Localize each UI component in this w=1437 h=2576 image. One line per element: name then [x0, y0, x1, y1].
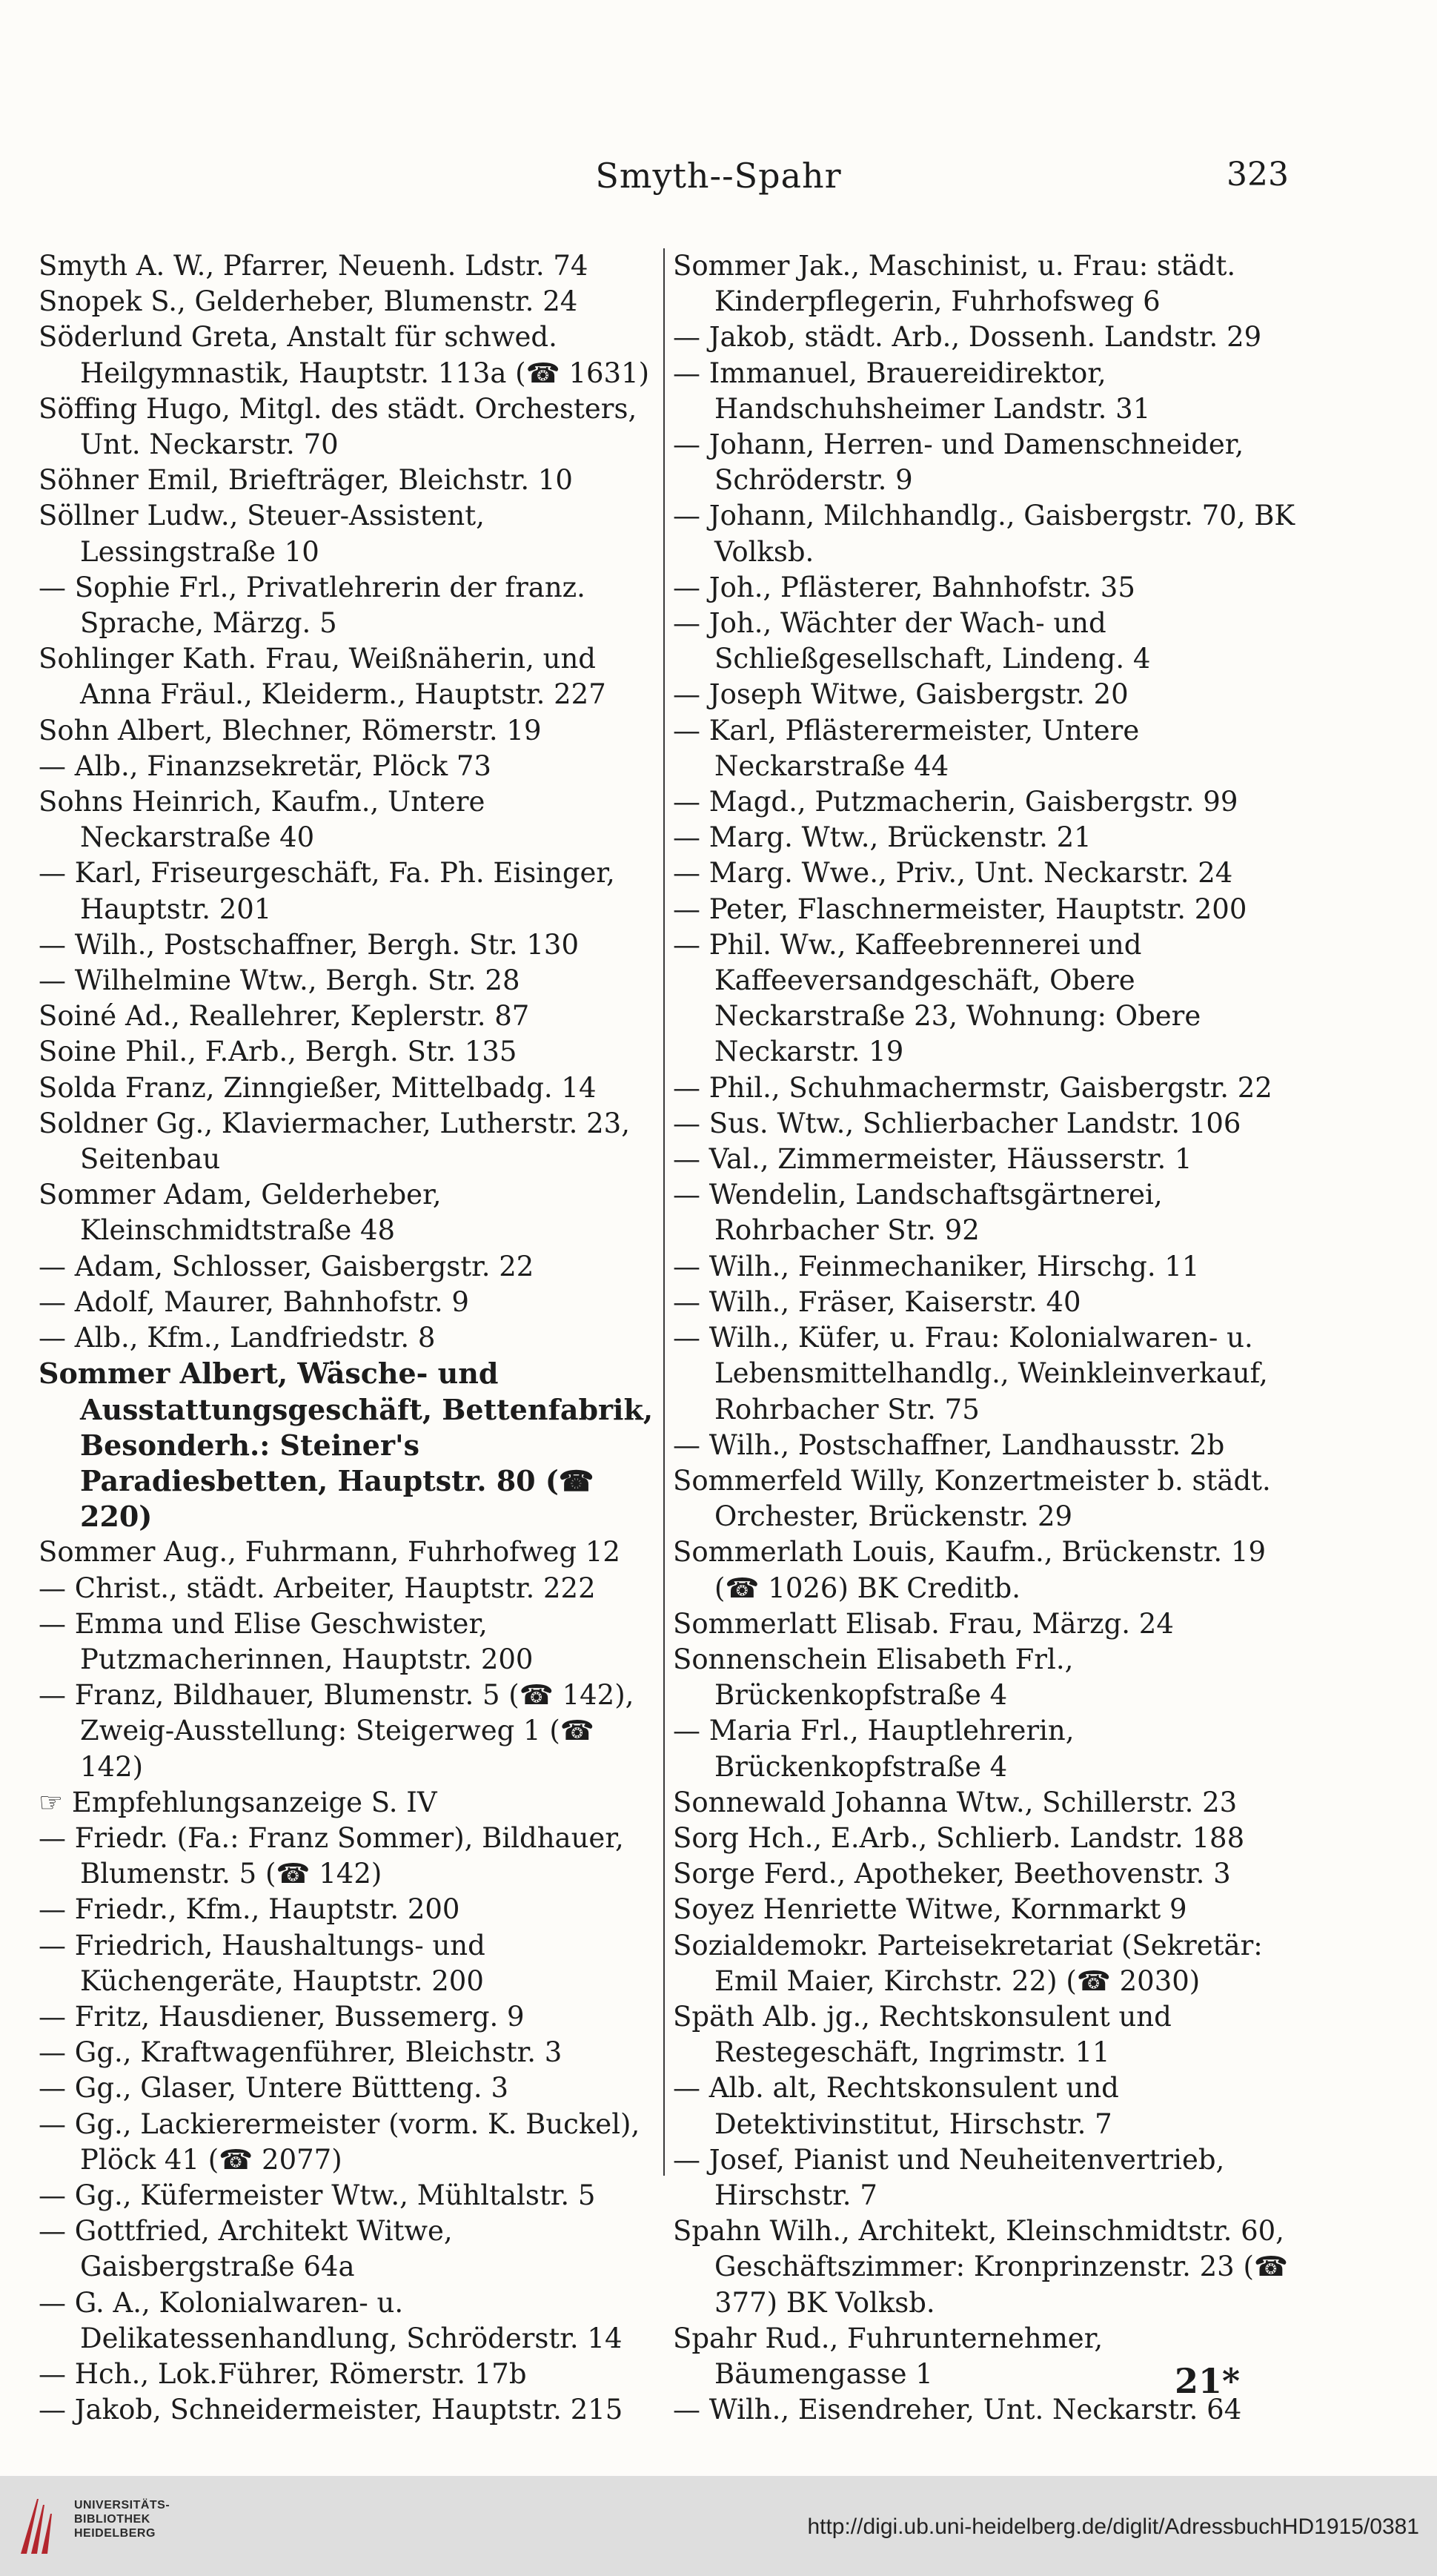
- directory-entry: Sorg Hch., E.Arb., Schlierb. Landstr. 188: [673, 1821, 1245, 1854]
- directory-entry: — Joh., Pflästerer, Bahnhofstr. 35: [673, 571, 1135, 603]
- directory-entry: — Alb., Finanzsekretär, Plöck 73: [39, 749, 491, 782]
- directory-entry: — Marg. Wtw., Brückenstr. 21: [673, 821, 1092, 854]
- directory-entry: Sonnewald Johanna Wtw., Schillerstr. 23: [673, 1786, 1238, 1818]
- directory-entry: Solda Franz, Zinngießer, Mittelbadg. 14: [39, 1071, 597, 1104]
- directory-entry: — Wilh., Postschaffner, Landhausstr. 2b: [673, 1428, 1225, 1461]
- directory-entry: — Emma und Elise Geschwister, Putzmacherinnen, Hauptstr. 200: [39, 1607, 534, 1675]
- directory-entry: Spahr Rud., Fuhrunternehmer, Bäumengasse 1: [673, 2322, 1104, 2390]
- directory-entry: Soiné Ad., Reallehrer, Keplerstr. 87: [39, 1000, 530, 1033]
- library-name: [74, 2498, 170, 2540]
- directory-entry: Snopek S., Gelderheber, Blumenstr. 24: [39, 285, 578, 318]
- library-name-line1: UNIVERSITÄTS-: [74, 2499, 170, 2512]
- directory-entry: — Wendelin, Landschaftsgärtnerei, Rohrbacher Str. 92: [673, 1179, 1163, 1247]
- directory-entry: — Johann, Milchhandlg., Gaisbergstr. 70, BK Volksb.: [673, 500, 1295, 568]
- directory-entry: — G. A., Kolonialwaren- u. Delikatessenhandlung, Schröderstr. 14: [39, 2286, 623, 2354]
- library-name-line3: HEIDELBERG: [74, 2527, 156, 2540]
- directory-entry: — Maria Frl., Hauptlehrerin, Brückenkopfstraße 4: [673, 1715, 1075, 1783]
- directory-entry: Soldner Gg., Klaviermacher, Lutherstr. 23, Seitenbau: [39, 1107, 630, 1176]
- directory-entry: Soyez Henriette Witwe, Kornmarkt 9: [673, 1893, 1187, 1926]
- library-logo-icon: [16, 2494, 59, 2558]
- running-header: Smyth--Spahr: [595, 156, 842, 196]
- directory-entry: — Adolf, Maurer, Bahnhofstr. 9: [39, 1285, 469, 1318]
- directory-entry: Sonnenschein Elisabeth Frl., Brückenkopfstraße 4: [673, 1643, 1074, 1712]
- column-divider: [663, 248, 665, 2176]
- directory-entry: — Josef, Pianist und Neuheitenvertrieb, Hirschstr. 7: [673, 2143, 1225, 2211]
- directory-entry: — Wilh., Feinmechaniker, Hirschg. 11: [673, 1250, 1200, 1282]
- directory-entry: — Fritz, Hausdiener, Bussemerg. 9: [39, 2000, 525, 2033]
- directory-entry: — Gg., Kraftwagenführer, Bleichstr. 3: [39, 2036, 562, 2069]
- directory-entry: ☞ Empfehlungsanzeige S. IV: [39, 1786, 437, 1818]
- directory-entry: Sohns Heinrich, Kaufm., Untere Neckarstraße 40: [39, 786, 485, 854]
- directory-entry: — Phil., Schuhmachermstr, Gaisbergstr. 22: [673, 1071, 1272, 1104]
- directory-entry: Sommerlatt Elisab. Frau, Märzg. 24: [673, 1607, 1174, 1640]
- page-number: 323: [1227, 156, 1289, 193]
- directory-entry: — Friedr. (Fa.: Franz Sommer), Bildhauer, Blumenstr. 5 (☎ 142): [39, 1821, 624, 1890]
- directory-entry: Späth Alb. jg., Rechtskonsulent und Restegeschäft, Ingrimstr. 11: [673, 2000, 1172, 2069]
- directory-entry: — Magd., Putzmacherin, Gaisbergstr. 99: [673, 786, 1238, 818]
- directory-entry: Söllner Ludw., Steuer-Assistent, Lessingstraße 10: [39, 500, 485, 568]
- directory-entry: Sommerfeld Willy, Konzertmeister b. städt. Orchester, Brückenstr. 29: [673, 1464, 1271, 1533]
- directory-entry: — Peter, Flaschnermeister, Hauptstr. 200: [673, 893, 1247, 925]
- directory-entry: — Val., Zimmermeister, Häusserstr. 1: [673, 1143, 1192, 1176]
- directory-entry: — Joh., Wächter der Wach- und Schließgesellschaft, Lindeng. 4: [673, 607, 1151, 675]
- source-url-link[interactable]: http://digi.ub.uni-heidelberg.de/diglit/AdressbuchHD1915/0381: [807, 2514, 1419, 2539]
- directory-entry: — Franz, Bildhauer, Blumenstr. 5 (☎ 142), Zweig-Ausstellung: Steigerweg 1 (☎ 142): [39, 1679, 634, 1783]
- directory-entry: Söderlund Greta, Anstalt für schwed. Heilgymnastik, Hauptstr. 113a (☎ 1631): [39, 321, 650, 389]
- directory-entry: — Christ., städt. Arbeiter, Hauptstr. 222: [39, 1572, 596, 1604]
- directory-entry: — Gg., Lackierermeister (vorm. K. Buckel), Plöck 41 (☎ 2077): [39, 2108, 640, 2176]
- directory-entry: — Marg. Wwe., Priv., Unt. Neckarstr. 24: [673, 857, 1233, 890]
- directory-entry: — Hch., Lok.Führer, Römerstr. 17b: [39, 2357, 527, 2390]
- directory-entry: — Joseph Witwe, Gaisbergstr. 20: [673, 678, 1129, 711]
- left-column: [39, 248, 661, 2428]
- directory-entry: — Sophie Frl., Privatlehrerin der franz. Sprache, Märzg. 5: [39, 571, 585, 640]
- directory-entry: Sohlinger Kath. Frau, Weißnäherin, und Anna Fräul., Kleiderm., Hauptstr. 227: [39, 643, 606, 711]
- directory-entry: Sorge Ferd., Apotheker, Beethovenstr. 3: [673, 1858, 1231, 1890]
- directory-entry: — Wilh., Postschaffner, Bergh. Str. 130: [39, 928, 579, 961]
- directory-entry: — Jakob, Schneidermeister, Hauptstr. 215: [39, 2394, 623, 2426]
- directory-entry: — Jakob, städt. Arb., Dossenh. Landstr. 29: [673, 321, 1262, 354]
- directory-entry: Sohn Albert, Blechner, Römerstr. 19: [39, 714, 542, 746]
- directory-entry: — Friedrich, Haushaltungs- und Küchengeräte, Hauptstr. 200: [39, 1929, 485, 1997]
- directory-entry: — Gg., Küfermeister Wtw., Mühltalstr. 5: [39, 2179, 596, 2211]
- directory-entry: — Karl, Pflästerermeister, Untere Neckarstraße 44: [673, 714, 1140, 782]
- directory-entry: Sozialdemokr. Parteisekretariat (Sekretär: Emil Maier, Kirchstr. 22) (☎ 2030): [673, 1929, 1263, 1997]
- directory-entry: — Alb. alt, Rechtskonsulent und Detektivinstitut, Hirschstr. 7: [673, 2072, 1119, 2140]
- directory-entry: — Wilhelmine Wtw., Bergh. Str. 28: [39, 964, 520, 997]
- directory-entry: Soine Phil., F.Arb., Bergh. Str. 135: [39, 1036, 517, 1068]
- library-name-line2: BIBLIOTHEK: [74, 2513, 150, 2526]
- directory-entry: — Wilh., Küfer, u. Frau: Kolonialwaren- u. Lebensmittelhandlg., Weinkleinverkauf, Rohrbacher Str. 75: [673, 1322, 1268, 1426]
- directory-entry: — Karl, Friseurgeschäft, Fa. Ph. Eisinger, Hauptstr. 201: [39, 857, 615, 925]
- directory-entry: — Adam, Schlosser, Gaisbergstr. 22: [39, 1250, 534, 1282]
- directory-entry: — Sus. Wtw., Schlierbacher Landstr. 106: [673, 1107, 1241, 1139]
- signature-mark: 21*: [1175, 2361, 1241, 2401]
- directory-entry: Smyth A. W., Pfarrer, Neuenh. Ldstr. 74: [39, 250, 588, 282]
- directory-entry: Söhner Emil, Briefträger, Bleichstr. 10: [39, 464, 573, 497]
- right-column: [673, 248, 1303, 2428]
- directory-entry: — Phil. Ww., Kaffeebrennerei und Kaffeeversandgeschäft, Obere Neckarstraße 23, Wohnung: Obere Neckarstr. 19: [673, 928, 1201, 1068]
- directory-entry: — Wilh., Fräser, Kaiserstr. 40: [673, 1285, 1081, 1318]
- directory-entry: Sommer Jak., Maschinist, u. Frau: städt. Kinderpflegerin, Fuhrhofsweg 6: [673, 250, 1236, 318]
- directory-entry: Sommerlath Louis, Kaufm., Brückenstr. 19 (☎ 1026) BK Creditb.: [673, 1536, 1266, 1604]
- directory-entry: Sommer Albert, Wäsche- und Ausstattungsgeschäft, Bettenfabrik, Besonderh.: Steiner's Paradiesbetten, Hauptstr. 80 (☎ 220): [39, 1357, 654, 1534]
- directory-entry: — Immanuel, Brauereidirektor, Handschuhsheimer Landstr. 31: [673, 357, 1151, 425]
- directory-entry: — Alb., Kfm., Landfriedstr. 8: [39, 1322, 436, 1354]
- directory-entry: — Friedr., Kfm., Hauptstr. 200: [39, 1893, 460, 1926]
- directory-entry: Sommer Adam, Gelderheber, Kleinschmidtstraße 48: [39, 1179, 442, 1247]
- directory-entry: Spahn Wilh., Architekt, Kleinschmidtstr. 60, Geschäftszimmer: Kronprinzenstr. 23 (☎ 377) BK Volksb.: [673, 2215, 1288, 2319]
- directory-entry: — Johann, Herren- und Damenschneider, Schröderstr. 9: [673, 428, 1244, 497]
- directory-entry: Sommer Aug., Fuhrmann, Fuhrhofweg 12: [39, 1536, 620, 1569]
- directory-entry: — Wilh., Eisendreher, Unt. Neckarstr. 64: [673, 2394, 1242, 2426]
- directory-entry: — Gg., Glaser, Untere Büttteng. 3: [39, 2072, 508, 2105]
- directory-entry: Söffing Hugo, Mitgl. des städt. Orchesters, Unt. Neckarstr. 70: [39, 392, 637, 461]
- directory-entry: — Gottfried, Architekt Witwe, Gaisbergstraße 64a: [39, 2215, 453, 2283]
